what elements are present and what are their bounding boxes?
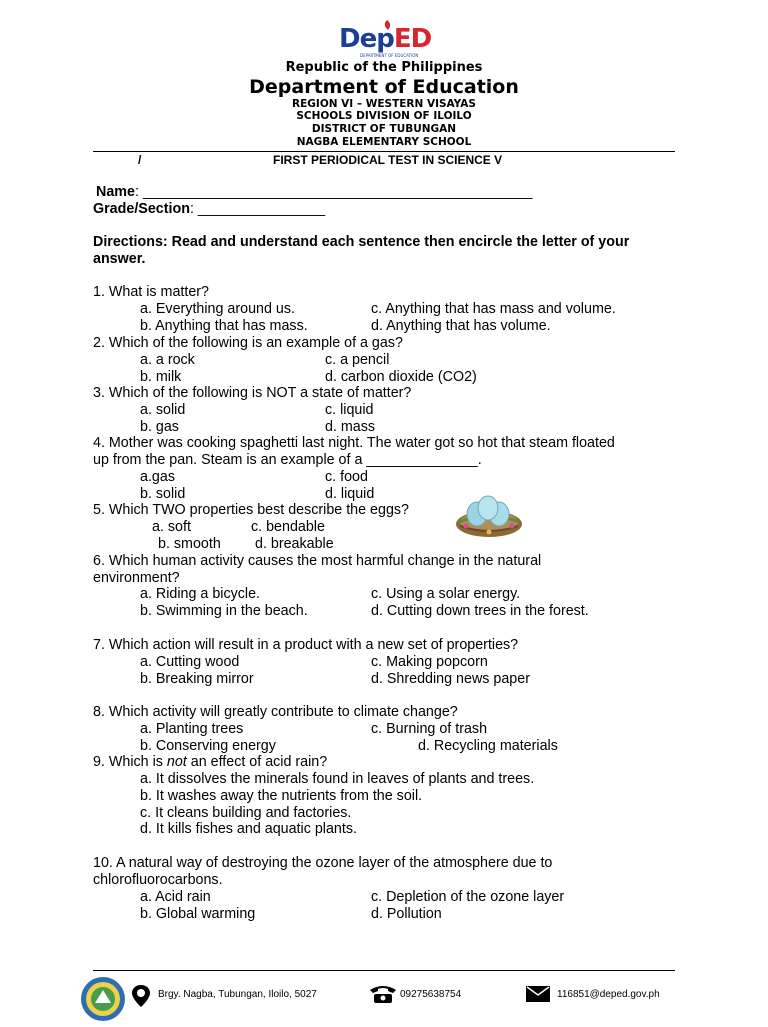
question-10: 10. A natural way of destroying the ozone layer of the atmosphere due to <box>93 855 553 871</box>
q4-option-d[interactable]: d. liquid <box>325 486 375 502</box>
header-divider <box>93 151 675 152</box>
q7-option-a[interactable]: a. Cutting wood <box>140 654 240 670</box>
footer-email: 116851@deped.gov.ph <box>557 989 660 1000</box>
question-8: 8. Which activity will greatly contribute to climate change? <box>93 704 458 720</box>
name-line: : _________________________________________________ <box>134 184 533 200</box>
q8-option-a[interactable]: a. Planting trees <box>140 721 244 737</box>
q6-option-c[interactable]: c. Using a solar energy. <box>371 586 521 602</box>
division-heading: SCHOOLS DIVISION OF ILOILO <box>296 110 472 122</box>
q5-option-a[interactable]: a. soft <box>152 519 191 535</box>
q10-option-d[interactable]: d. Pollution <box>371 906 442 922</box>
school-heading: NAGBA ELEMENTARY SCHOOL <box>296 136 472 148</box>
department-heading: Department of Education <box>249 76 519 98</box>
q2-option-a[interactable]: a. a rock <box>140 352 195 368</box>
q6-option-d[interactable]: d. Cutting down trees in the forest. <box>371 603 589 619</box>
republic-heading: Republic of the Philippines <box>285 60 483 75</box>
deped-logo: DepED DEPARTMENT OF EDUCATION <box>335 18 435 60</box>
title-slash: / <box>138 153 142 167</box>
q1-option-a[interactable]: a. Everything around us. <box>140 301 295 317</box>
q8-option-b[interactable]: b. Conserving energy <box>140 738 276 754</box>
q9-option-b[interactable]: b. It washes away the nutrients from the soil. <box>140 788 423 804</box>
question-2: 2. Which of the following is an example of a gas? <box>93 335 403 351</box>
test-title: FIRST PERIODICAL TEST IN SCIENCE V <box>273 153 503 167</box>
footer-divider <box>93 970 675 971</box>
q6-option-b[interactable]: b. Swimming in the beach. <box>140 603 308 619</box>
q5-option-b[interactable]: b. smooth <box>158 536 221 552</box>
q9-option-d[interactable]: d. It kills fishes and aquatic plants. <box>140 821 357 837</box>
question-4-cont: up from the pan. Steam is an example of a ______________. <box>93 452 482 468</box>
question-3: 3. Which of the following is NOT a state of matter? <box>93 385 412 401</box>
q4-option-a[interactable]: a.gas <box>140 469 175 485</box>
q2-option-c[interactable]: c. a pencil <box>325 352 390 368</box>
q6-option-a[interactable]: a. Riding a bicycle. <box>140 586 260 602</box>
q9-text-pre: 9. Which is <box>93 754 167 770</box>
q3-option-d[interactable]: d. mass <box>325 419 376 435</box>
question-1: 1. What is matter? <box>93 284 210 300</box>
q4-option-b[interactable]: b. solid <box>140 486 186 502</box>
q10-option-c[interactable]: c. Depletion of the ozone layer <box>371 889 565 905</box>
q7-option-b[interactable]: b. Breaking mirror <box>140 671 254 687</box>
q9-text-emphasis: not <box>166 754 187 770</box>
grade-label: Grade/Section <box>93 201 190 217</box>
q3-option-a[interactable]: a. solid <box>140 402 186 418</box>
q1-option-b[interactable]: b. Anything that has mass. <box>140 318 308 334</box>
q9-text-post: an effect of acid rain? <box>186 754 328 770</box>
q2-option-b[interactable]: b. milk <box>140 369 182 385</box>
region-heading: REGION VI – WESTERN VISAYAS <box>292 98 476 110</box>
logo-subtext: DEPARTMENT OF EDUCATION <box>360 53 419 58</box>
q10-option-b[interactable]: b. Global warming <box>140 906 256 922</box>
question-7: 7. Which action will result in a product with a new set of properties? <box>93 637 519 653</box>
name-label: Name <box>96 184 135 200</box>
q3-option-b[interactable]: b. gas <box>140 419 179 435</box>
q7-option-d[interactable]: d. Shredding news paper <box>371 671 530 687</box>
question-6: 6. Which human activity causes the most harmful change in the natural <box>93 553 542 569</box>
directions-line-2: answer. <box>93 251 146 267</box>
q8-option-d[interactable]: d. Recycling materials <box>418 738 558 754</box>
q5-option-d[interactable]: d. breakable <box>255 536 334 552</box>
q1-option-d[interactable]: d. Anything that has volume. <box>371 318 551 334</box>
envelope-icon <box>526 986 550 1002</box>
name-field[interactable] <box>96 184 533 201</box>
q2-option-d[interactable]: d. carbon dioxide (CO2) <box>325 369 477 385</box>
footer-phone: 09275638754 <box>400 989 462 1000</box>
q7-option-c[interactable]: c. Making popcorn <box>371 654 488 670</box>
grade-line: : ________________ <box>189 201 326 217</box>
question-5: 5. Which TWO properties best describe the eggs? <box>93 502 410 518</box>
q4-option-c[interactable]: c. food <box>325 469 368 485</box>
q1-option-c[interactable]: c. Anything that has mass and volume. <box>371 301 616 317</box>
q5-option-c[interactable]: c. bendable <box>251 519 325 535</box>
location-pin-icon <box>130 984 152 1008</box>
district-heading: DISTRICT OF TUBUNGAN <box>311 123 457 135</box>
q9-option-c[interactable]: c. It cleans building and factories. <box>140 805 352 821</box>
eggs-nest-image <box>454 490 524 540</box>
question-10-cont: chlorofluorocarbons. <box>93 872 223 888</box>
q3-option-c[interactable]: c. liquid <box>325 402 374 418</box>
directions-line-1: Directions: Read and understand each sentence then encircle the letter of your <box>93 234 630 250</box>
footer-address: Brgy. Nagba, Tubungan, Iloilo, 5027 <box>158 989 317 1000</box>
telephone-icon <box>368 984 398 1004</box>
grade-field[interactable] <box>93 201 325 218</box>
question-9 <box>93 754 327 771</box>
q9-option-a[interactable]: a. It dissolves the minerals found in leaves of plants and trees. <box>140 771 535 787</box>
q10-option-a[interactable]: a. Acid rain <box>140 889 211 905</box>
question-4: 4. Mother was cooking spaghetti last night. The water got so hot that steam floated <box>93 435 615 451</box>
question-6-cont: environment? <box>93 570 180 586</box>
q8-option-c[interactable]: c. Burning of trash <box>371 721 488 737</box>
school-seal <box>80 976 126 1022</box>
